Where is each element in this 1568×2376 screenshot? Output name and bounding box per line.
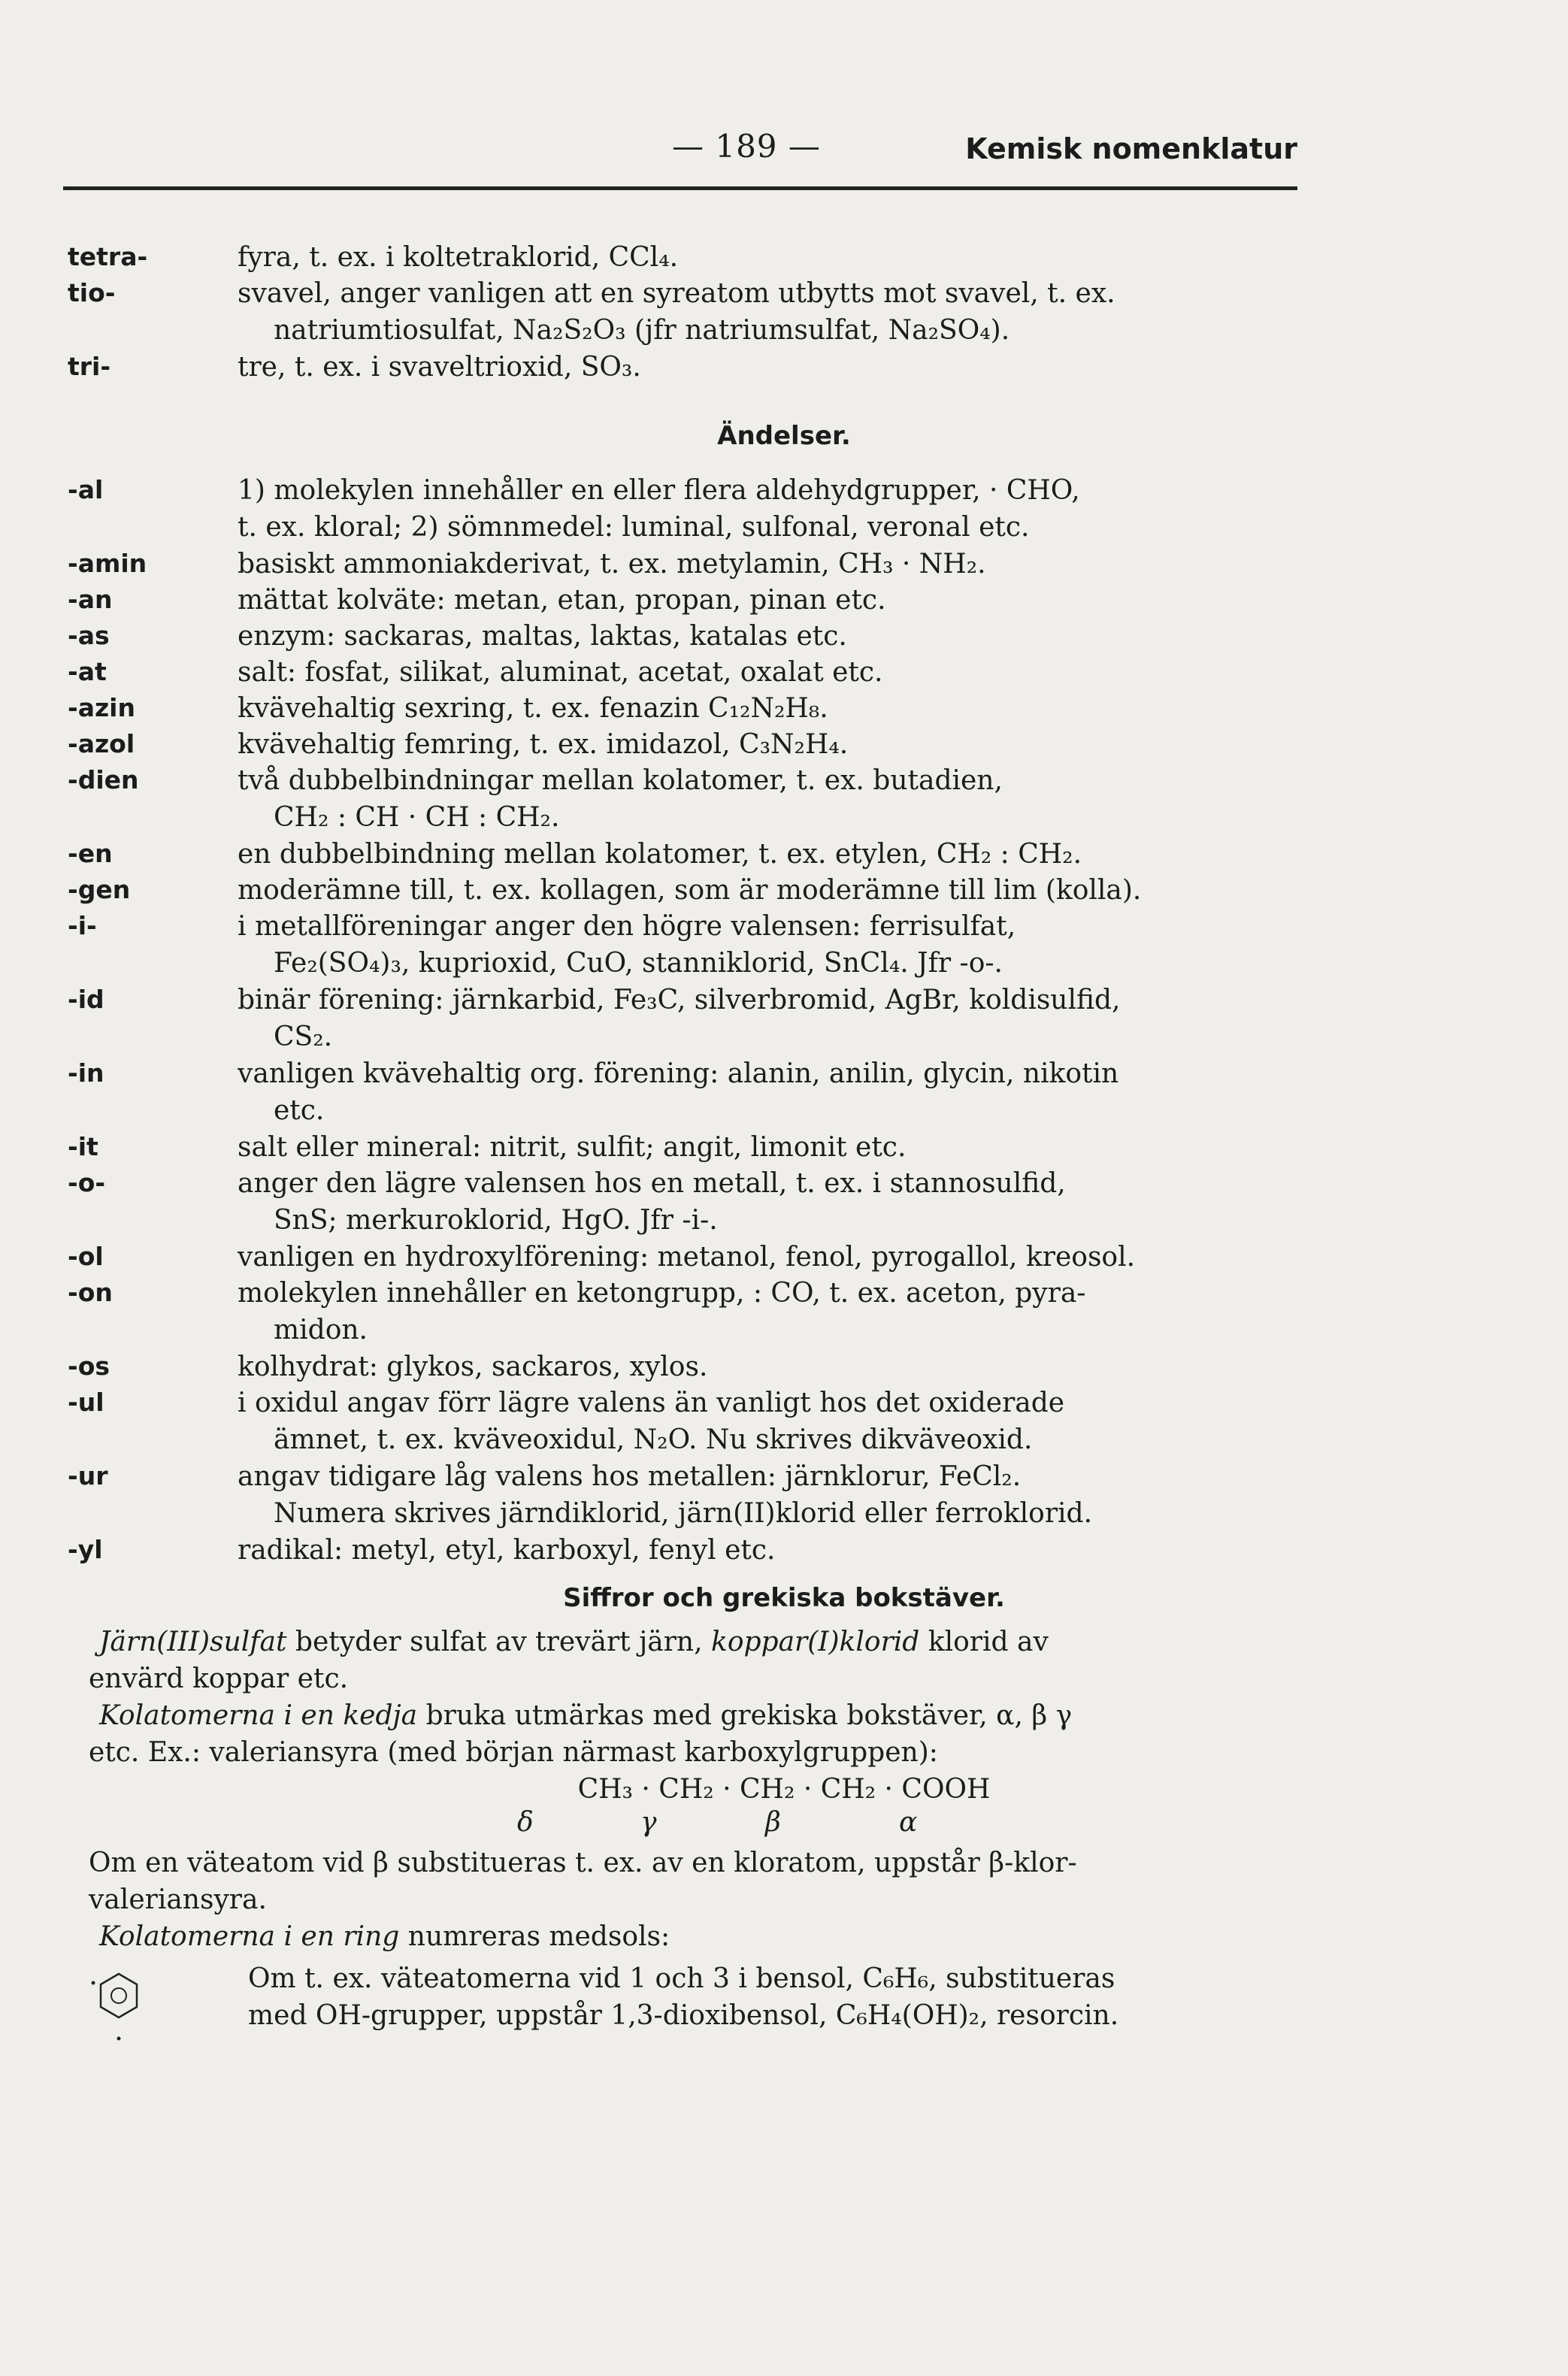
greek-label-delta: δ (517, 1807, 534, 1838)
greek-label-alpha: α (899, 1807, 918, 1838)
paragraph-line: etc. Ex.: valeriansyra (med början närmast karboxylgruppen): (89, 1737, 938, 1768)
entry-term: -dien (68, 765, 139, 795)
paragraph-line: Om en väteatom vid β substitueras t. ex. av en kloratom, uppstår β-klor- (89, 1848, 1077, 1878)
definition-line: en dubbelbindning mellan kolatomer, t. ex. etylen, CH₂ : CH₂. (238, 839, 1082, 870)
greek-label-beta: β (765, 1807, 781, 1838)
entry-definition (238, 1239, 1312, 1276)
text-run: betyder sulfat av trevärt järn, (286, 1627, 711, 1657)
running-title: Kemisk nomenklatur (965, 132, 1297, 165)
entry-term: -it (68, 1132, 98, 1161)
entry-definition (238, 1055, 1312, 1129)
definition-line: kolhydrat: glykos, sackaros, xylos. (238, 1351, 708, 1382)
ring-dot (117, 2037, 121, 2041)
text-run: numreras medsols: (399, 1921, 670, 1952)
benzene-ring-diagram (89, 1960, 149, 2043)
definition-line: salt: fosfat, silikat, aluminat, acetat, oxalat etc. (238, 657, 883, 688)
paragraph-line: med OH-grupper, uppstår 1,3-dioxibensol, C₆H₄(OH)₂, resorcin. (248, 2000, 1119, 2031)
entry-term: -in (68, 1058, 104, 1088)
entry-definition (238, 582, 1312, 619)
definition-line: i metallföreningar anger den högre valensen: ferrisulfat, (238, 911, 1016, 942)
italic-term: koppar(I)klorid (711, 1627, 920, 1657)
definition-line: salt eller mineral: nitrit, sulfit; angit, limonit etc. (238, 1132, 907, 1163)
formula-valeric-acid: CH₃ · CH₂ · CH₂ · CH₂ · COOH (577, 1774, 991, 1805)
entry-definition (238, 1458, 1312, 1532)
paragraph-resorcin (248, 1960, 1308, 2034)
definition-line: vanligen en hydroxylförening: metanol, fenol, pyrogallol, kreosol. (238, 1242, 1136, 1273)
italic-term: Kolatomerna i en ring (99, 1921, 400, 1952)
entry-definition (238, 836, 1312, 873)
definition-line: Fe₂(SO₄)₃, kuprioxid, CuO, stanniklorid, SnCl₄. Jfr -o-. (274, 948, 1003, 979)
entry-term: tetra- (68, 242, 148, 271)
entry-term: -amin (68, 549, 147, 578)
paragraph-line (89, 1918, 1306, 1955)
entry-definition (238, 1348, 1312, 1385)
entry-term: -an (68, 585, 113, 614)
definition-line: mättat kolväte: metan, etan, propan, pinan etc. (238, 585, 886, 616)
entry-term: -as (68, 621, 110, 650)
entry-term: -al (68, 475, 104, 504)
entry-definition (238, 618, 1312, 655)
definition-line: basiskt ammoniakderivat, t. ex. metylamin, CH₃ · NH₂. (238, 549, 986, 580)
entry-definition (238, 1275, 1312, 1348)
definition-line: molekylen innehåller en ketongrupp, : CO, t. ex. aceton, pyra- (238, 1278, 1086, 1309)
page-number: — 189 — (672, 128, 821, 165)
entry-definition (238, 546, 1312, 583)
entry-definition (238, 1532, 1312, 1569)
entry-definition (238, 872, 1312, 909)
italic-term: Kolatomerna i en kedja (99, 1700, 418, 1731)
definition-line: två dubbelbindningar mellan kolatomer, t. ex. butadien, (238, 765, 1003, 796)
paragraph-oxidation-numbers (89, 1624, 1306, 1697)
entry-definition (238, 239, 1312, 276)
definition-line: vanligen kvävehaltig org. förening: alanin, anilin, glycin, nikotin (238, 1058, 1119, 1089)
entry-definition (238, 726, 1312, 763)
entry-term: -azin (68, 693, 135, 722)
entry-term: -ol (68, 1242, 104, 1271)
entry-term: -yl (68, 1535, 103, 1564)
text-run: klorid av (919, 1627, 1049, 1657)
header-rule (63, 186, 1297, 190)
hexagon-shape (101, 1974, 137, 2017)
entry-term: -on (68, 1278, 113, 1307)
definition-line: svavel, anger vanligen att en syreatom utbytts mot svavel, t. ex. (238, 278, 1115, 309)
paragraph-line: envärd koppar etc. (89, 1663, 349, 1694)
entry-term: -gen (68, 875, 131, 904)
definition-line: midon. (274, 1315, 368, 1345)
entry-term: tio- (68, 278, 116, 307)
entry-definition (238, 1165, 1312, 1239)
entry-term: tri- (68, 352, 111, 381)
italic-term: Järn(III)sulfat (99, 1627, 287, 1657)
ring-dot (92, 1981, 95, 1985)
definition-line: CS₂. (274, 1022, 333, 1052)
paragraph-ring (89, 1918, 1306, 1955)
greek-label-gamma: γ (640, 1807, 657, 1838)
definition-line: tre, t. ex. i svaveltrioxid, SO₃. (238, 352, 641, 383)
paragraph-line: valeriansyra. (89, 1884, 267, 1915)
definition-line: anger den lägre valensen hos en metall, t. ex. i stannosulfid, (238, 1168, 1066, 1199)
entry-term: -azol (68, 729, 135, 758)
section-heading-numbers: Siffror och grekiska bokstäver. (563, 1583, 1005, 1613)
paragraph-line (89, 1697, 1306, 1734)
entry-definition (238, 472, 1312, 546)
definition-line: moderämne till, t. ex. kollagen, som är moderämne till lim (kolla). (238, 875, 1142, 906)
paragraph-line (89, 1624, 1306, 1660)
definition-line: natriumtiosulfat, Na₂S₂O₃ (jfr natriumsulfat, Na₂SO₄). (274, 315, 1010, 346)
entry-definition (238, 654, 1312, 691)
page-header (63, 128, 1297, 188)
definition-line: etc. (274, 1095, 325, 1126)
entry-term: -o- (68, 1168, 106, 1197)
definition-line: 1) molekylen innehåller en eller flera aldehydgrupper, · CHO, (238, 475, 1080, 506)
definition-line: SnS; merkuroklorid, HgO. Jfr -i-. (274, 1205, 718, 1236)
definition-line: Numera skrives järndiklorid, järn(II)klorid eller ferroklorid. (274, 1498, 1093, 1529)
definition-line: fyra, t. ex. i koltetraklorid, CCl₄. (238, 242, 679, 273)
definition-line: angav tidigare låg valens hos metallen: järnklorur, FeCl₂. (238, 1461, 1022, 1492)
definition-line: i oxidul angav förr lägre valens än vanligt hos det oxiderade (238, 1388, 1065, 1418)
definition-line: ämnet, t. ex. kväveoxidul, N₂O. Nu skrives dikväveoxid. (274, 1424, 1033, 1455)
entry-term: -ur (68, 1461, 108, 1491)
section-heading-suffixes: Ändelser. (717, 421, 851, 451)
entry-definition (238, 349, 1312, 386)
entry-term: -os (68, 1351, 110, 1381)
definition-line: kvävehaltig sexring, t. ex. fenazin C₁₂N₂H₈. (238, 693, 828, 724)
definition-line: radikal: metyl, etyl, karboxyl, fenyl etc. (238, 1535, 776, 1566)
definition-line: binär förening: järnkarbid, Fe₃C, silverbromid, AgBr, koldisulfid, (238, 985, 1121, 1015)
paragraph-chain (89, 1697, 1306, 1771)
entry-definition (238, 1385, 1312, 1458)
definition-line: t. ex. kloral; 2) sömnmedel: luminal, sulfonal, veronal etc. (238, 512, 1030, 543)
entry-term: -i- (68, 911, 97, 940)
entry-definition (238, 908, 1312, 982)
entry-definition (238, 982, 1312, 1055)
entry-definition (238, 762, 1312, 836)
entry-term: -ul (68, 1388, 104, 1417)
entry-term: -id (68, 985, 104, 1014)
entry-definition (238, 690, 1312, 727)
paragraph-line: Om t. ex. väteatomerna vid 1 och 3 i bensol, C₆H₆, substitueras (248, 1963, 1115, 1994)
definition-line: CH₂ : CH · CH : CH₂. (274, 802, 560, 833)
ring-circle (111, 1988, 126, 2003)
paragraph-beta-substitution (89, 1845, 1306, 1918)
entry-term: -at (68, 657, 107, 686)
entry-term: -en (68, 839, 113, 868)
text-run: bruka utmärkas med grekiska bokstäver, α, β γ (417, 1700, 1073, 1731)
entry-definition (238, 1129, 1312, 1166)
definition-line: enzym: sackaras, maltas, laktas, katalas etc. (238, 621, 847, 652)
definition-line: kvävehaltig femring, t. ex. imidazol, C₃N₂H₄. (238, 729, 849, 760)
entry-definition (238, 275, 1312, 349)
